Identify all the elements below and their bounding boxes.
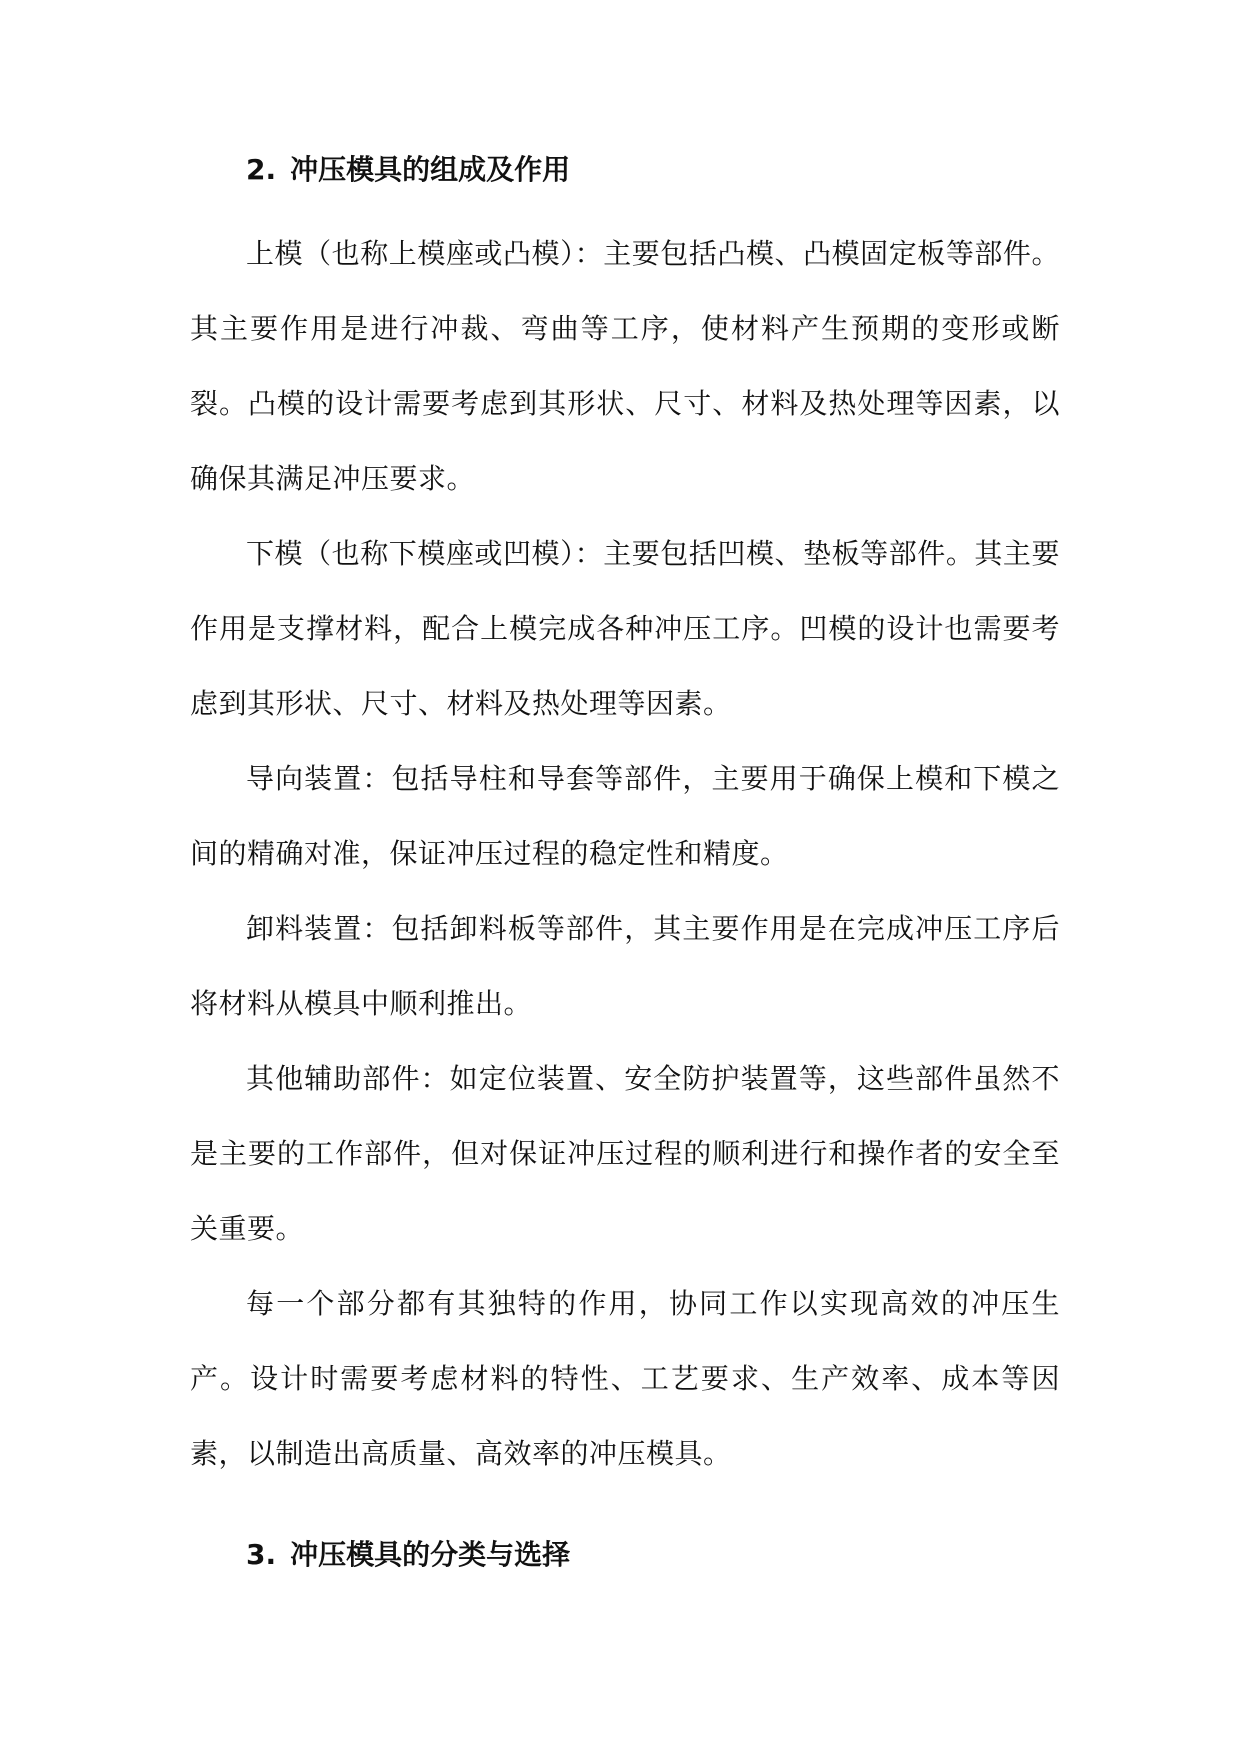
paragraph: 上模（也称上模座或凸模）：主要包括凸模、凸模固定板等部件。其主要作用是进行冲裁、弯曲等工序，使材料产生预期的变形或断裂。凸模的设计需要考虑到其形状、尺寸、材料及热处理等因素，以确保其满足冲压要求。	[190, 237, 1060, 495]
section-number: 3.	[246, 1538, 277, 1571]
section-heading	[190, 140, 1060, 200]
spacer	[190, 200, 1060, 216]
document-content	[190, 140, 1060, 1585]
section-title: 冲压模具的分类与选择	[290, 1538, 571, 1571]
paragraph: 卸料装置：包括卸料板等部件，其主要作用是在完成冲压工序后将材料从模具中顺利推出。	[190, 912, 1060, 1020]
paragraph: 其他辅助部件：如定位装置、安全防护装置等，这些部件虽然不是主要的工作部件，但对保证冲压过程的顺利进行和操作者的安全至关重要。	[190, 1062, 1060, 1245]
section-title: 冲压模具的组成及作用	[290, 153, 571, 186]
spacer	[190, 1491, 1060, 1525]
paragraph: 下模（也称下模座或凹模）：主要包括凹模、垫板等部件。其主要作用是支撑材料，配合上模完成各种冲压工序。凹模的设计也需要考虑到其形状、尺寸、材料及热处理等因素。	[190, 537, 1060, 720]
paragraph: 导向装置：包括导柱和导套等部件，主要用于确保上模和下模之间的精确对准，保证冲压过程的稳定性和精度。	[190, 762, 1060, 870]
paragraph: 每一个部分都有其独特的作用，协同工作以实现高效的冲压生产。设计时需要考虑材料的特性、工艺要求、生产效率、成本等因素，以制造出高质量、高效率的冲压模具。	[190, 1287, 1060, 1470]
section-heading	[190, 1525, 1060, 1585]
section-number: 2.	[246, 153, 277, 186]
